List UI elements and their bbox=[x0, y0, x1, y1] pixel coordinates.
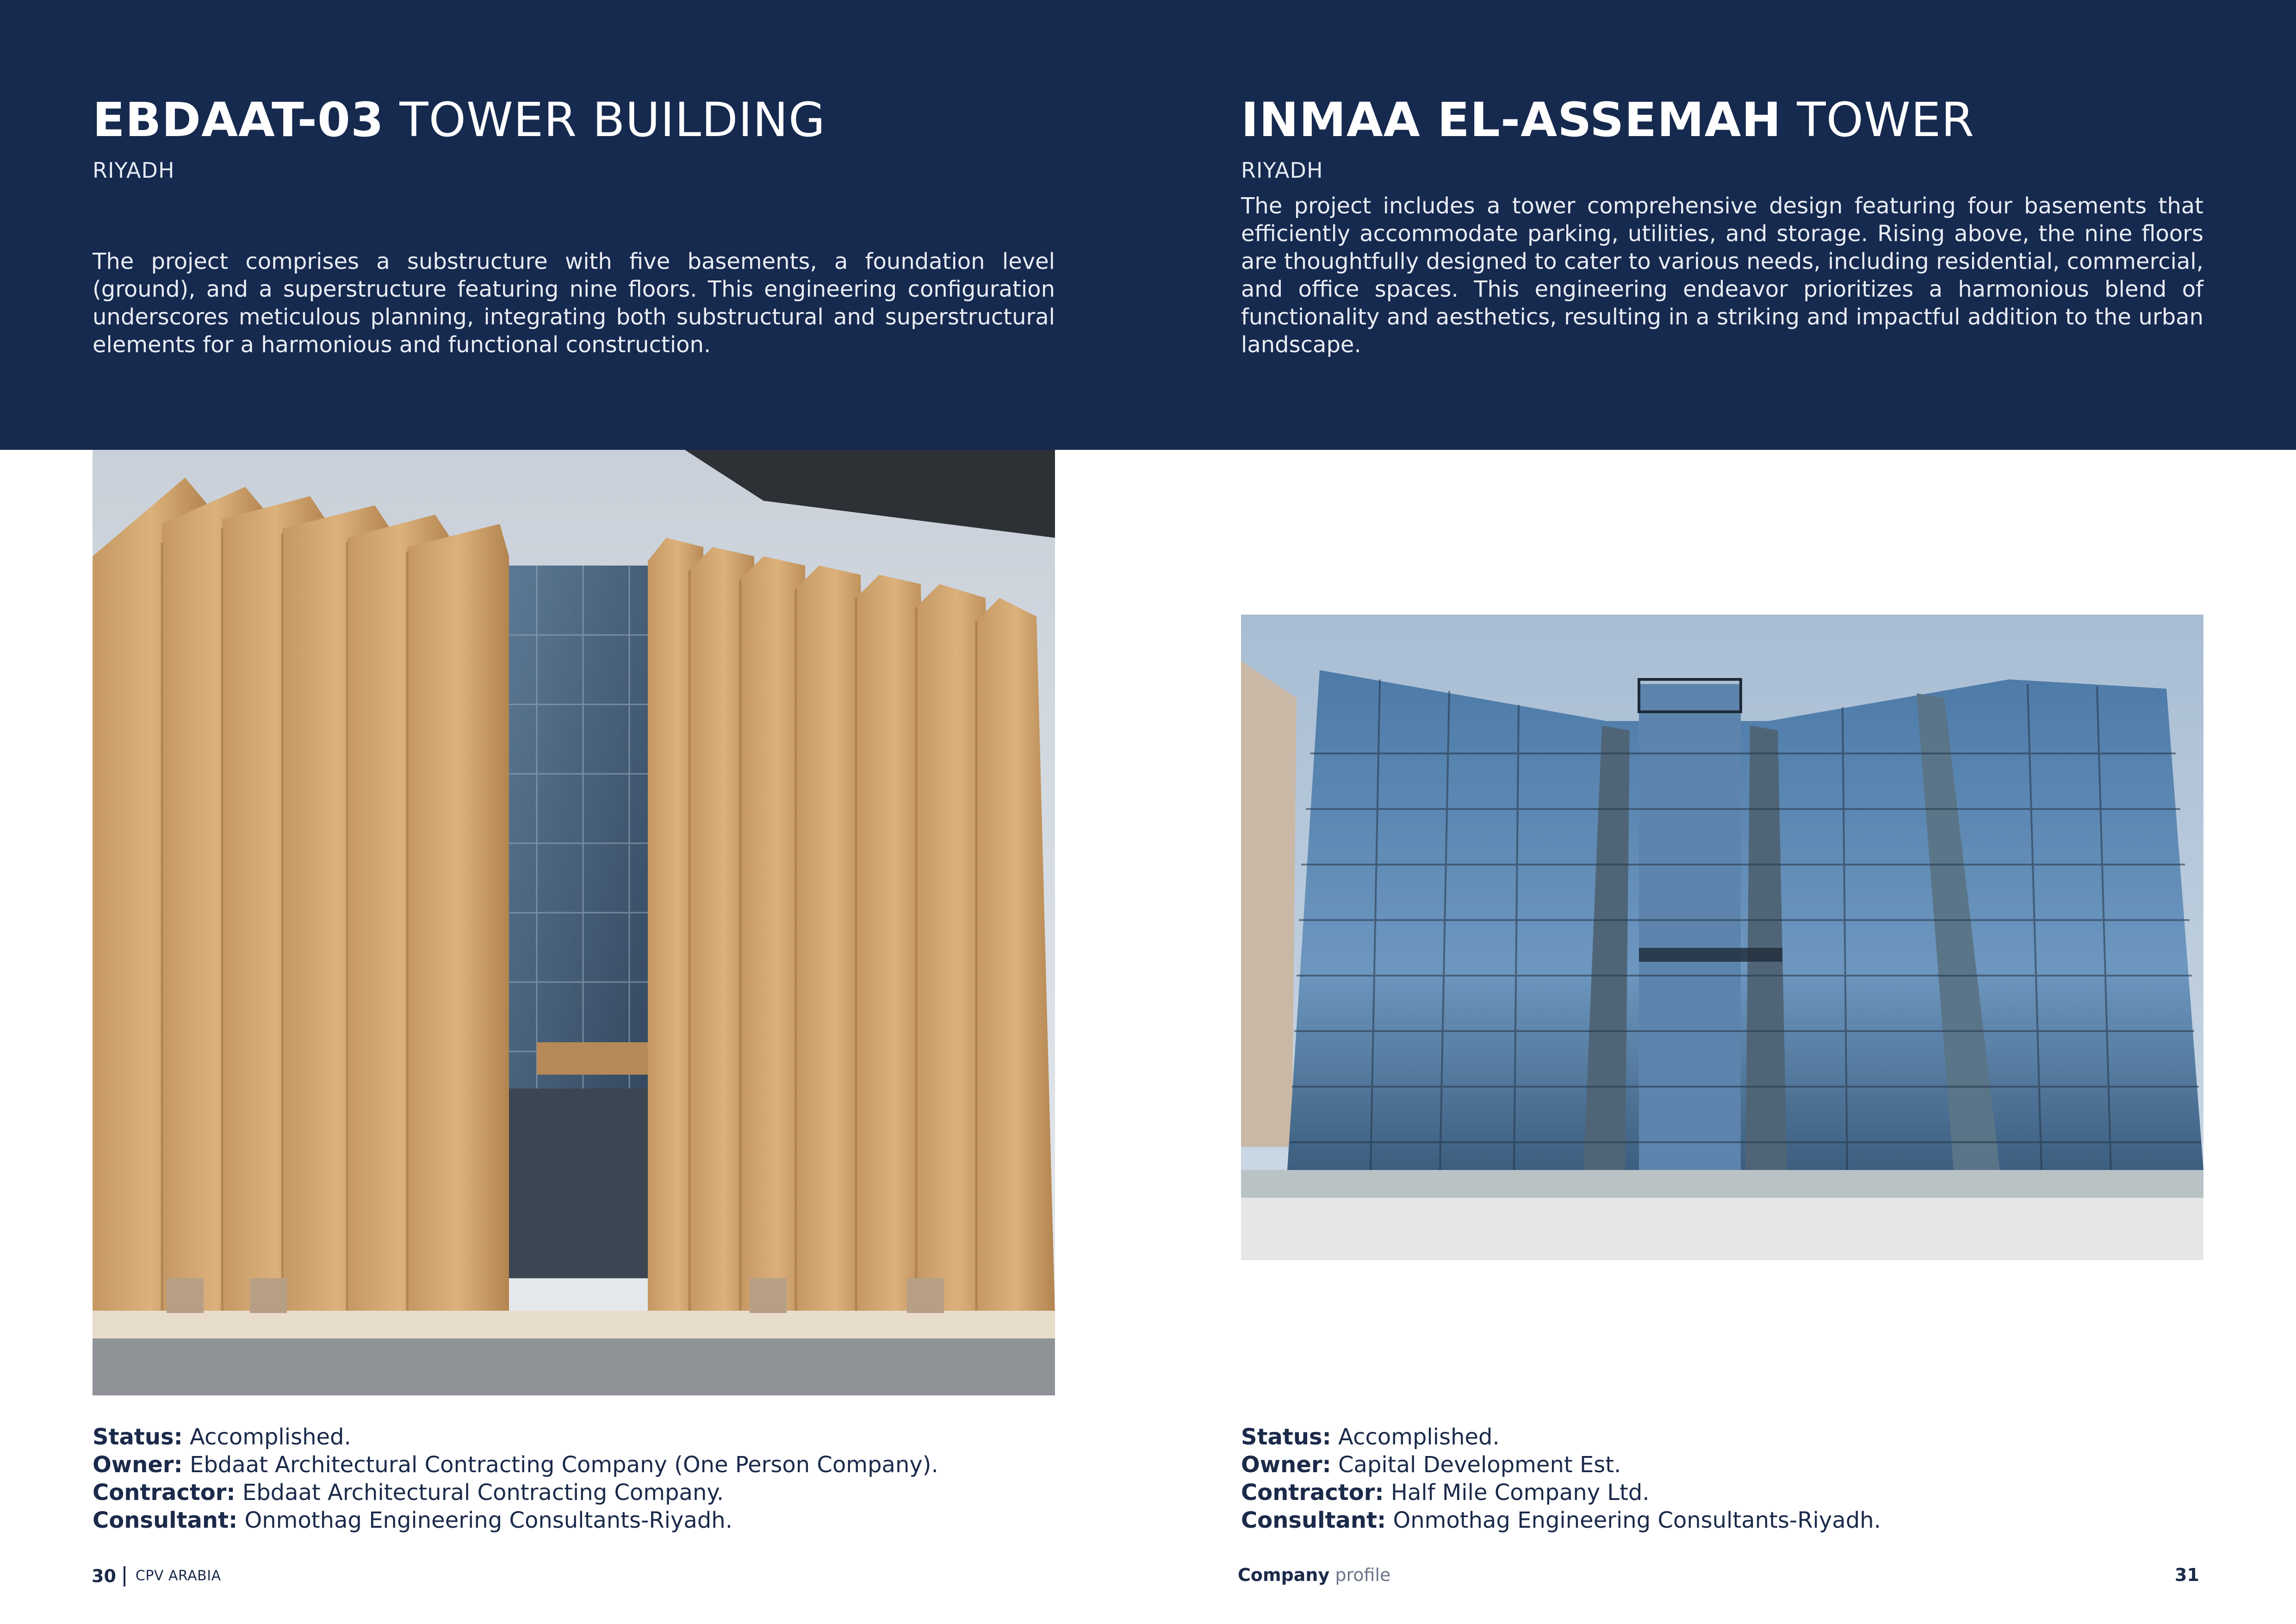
contractor-line: Contractor: Half Mile Company Ltd. bbox=[1241, 1480, 1650, 1506]
project-description: The project comprises a substructure with five basements, a foundation level (ground), and a superstructure featuring nine floors. This engineering configuration underscores meticulous planning, integrating both substructural and superstructural elements for a harmonious and functional construction. bbox=[93, 249, 1055, 358]
status-line: Status: Accomplished. bbox=[93, 1424, 351, 1450]
footer-divider bbox=[124, 1566, 125, 1587]
brand-name: CPV ARABIA bbox=[135, 1568, 221, 1584]
owner-line: Owner: Capital Development Est. bbox=[1241, 1452, 1621, 1478]
project-facts-left bbox=[93, 1423, 1111, 1534]
footer-left bbox=[92, 1563, 221, 1588]
status-line: Status: Accomplished. bbox=[1241, 1424, 1500, 1450]
footer-company-profile: Company profile bbox=[1238, 1565, 1391, 1585]
project-title: EBDAAT-03 TOWER BUILDING bbox=[93, 93, 826, 148]
consultant-line: Consultant: Onmothag Engineering Consultants-Riyadh. bbox=[93, 1507, 732, 1533]
owner-line: Owner: Ebdaat Architectural Contracting Company (One Person Company). bbox=[93, 1452, 938, 1478]
contractor-line: Contractor: Ebdaat Architectural Contracting Company. bbox=[93, 1480, 724, 1506]
page-number-right: 31 bbox=[2175, 1565, 2199, 1585]
project-city: RIYADH bbox=[1241, 158, 1323, 183]
project-title: INMAA EL-ASSEMAH TOWER bbox=[1241, 93, 1975, 148]
project-description: The project includes a tower comprehensive design featuring four basements that efficiently accommodate parking, utilities, and storage. Rising above, the nine floors are thoughtfully designed to cater to various needs, including residential, commercial, and office spaces. This engineering endeavor prioritizes a harmonious blend of functionality and aesthetics, resulting in a striking and impactful addition to the urban landscape. bbox=[1241, 193, 2203, 358]
project-facts-right bbox=[1241, 1423, 2259, 1534]
inmaa-tower-photo bbox=[1241, 615, 2203, 1260]
consultant-line: Consultant: Onmothag Engineering Consultants-Riyadh. bbox=[1241, 1507, 1881, 1533]
project-city: RIYADH bbox=[93, 158, 175, 183]
page-number-left: 30 bbox=[92, 1566, 116, 1587]
ebdaat-tower-photo bbox=[93, 450, 1055, 1395]
